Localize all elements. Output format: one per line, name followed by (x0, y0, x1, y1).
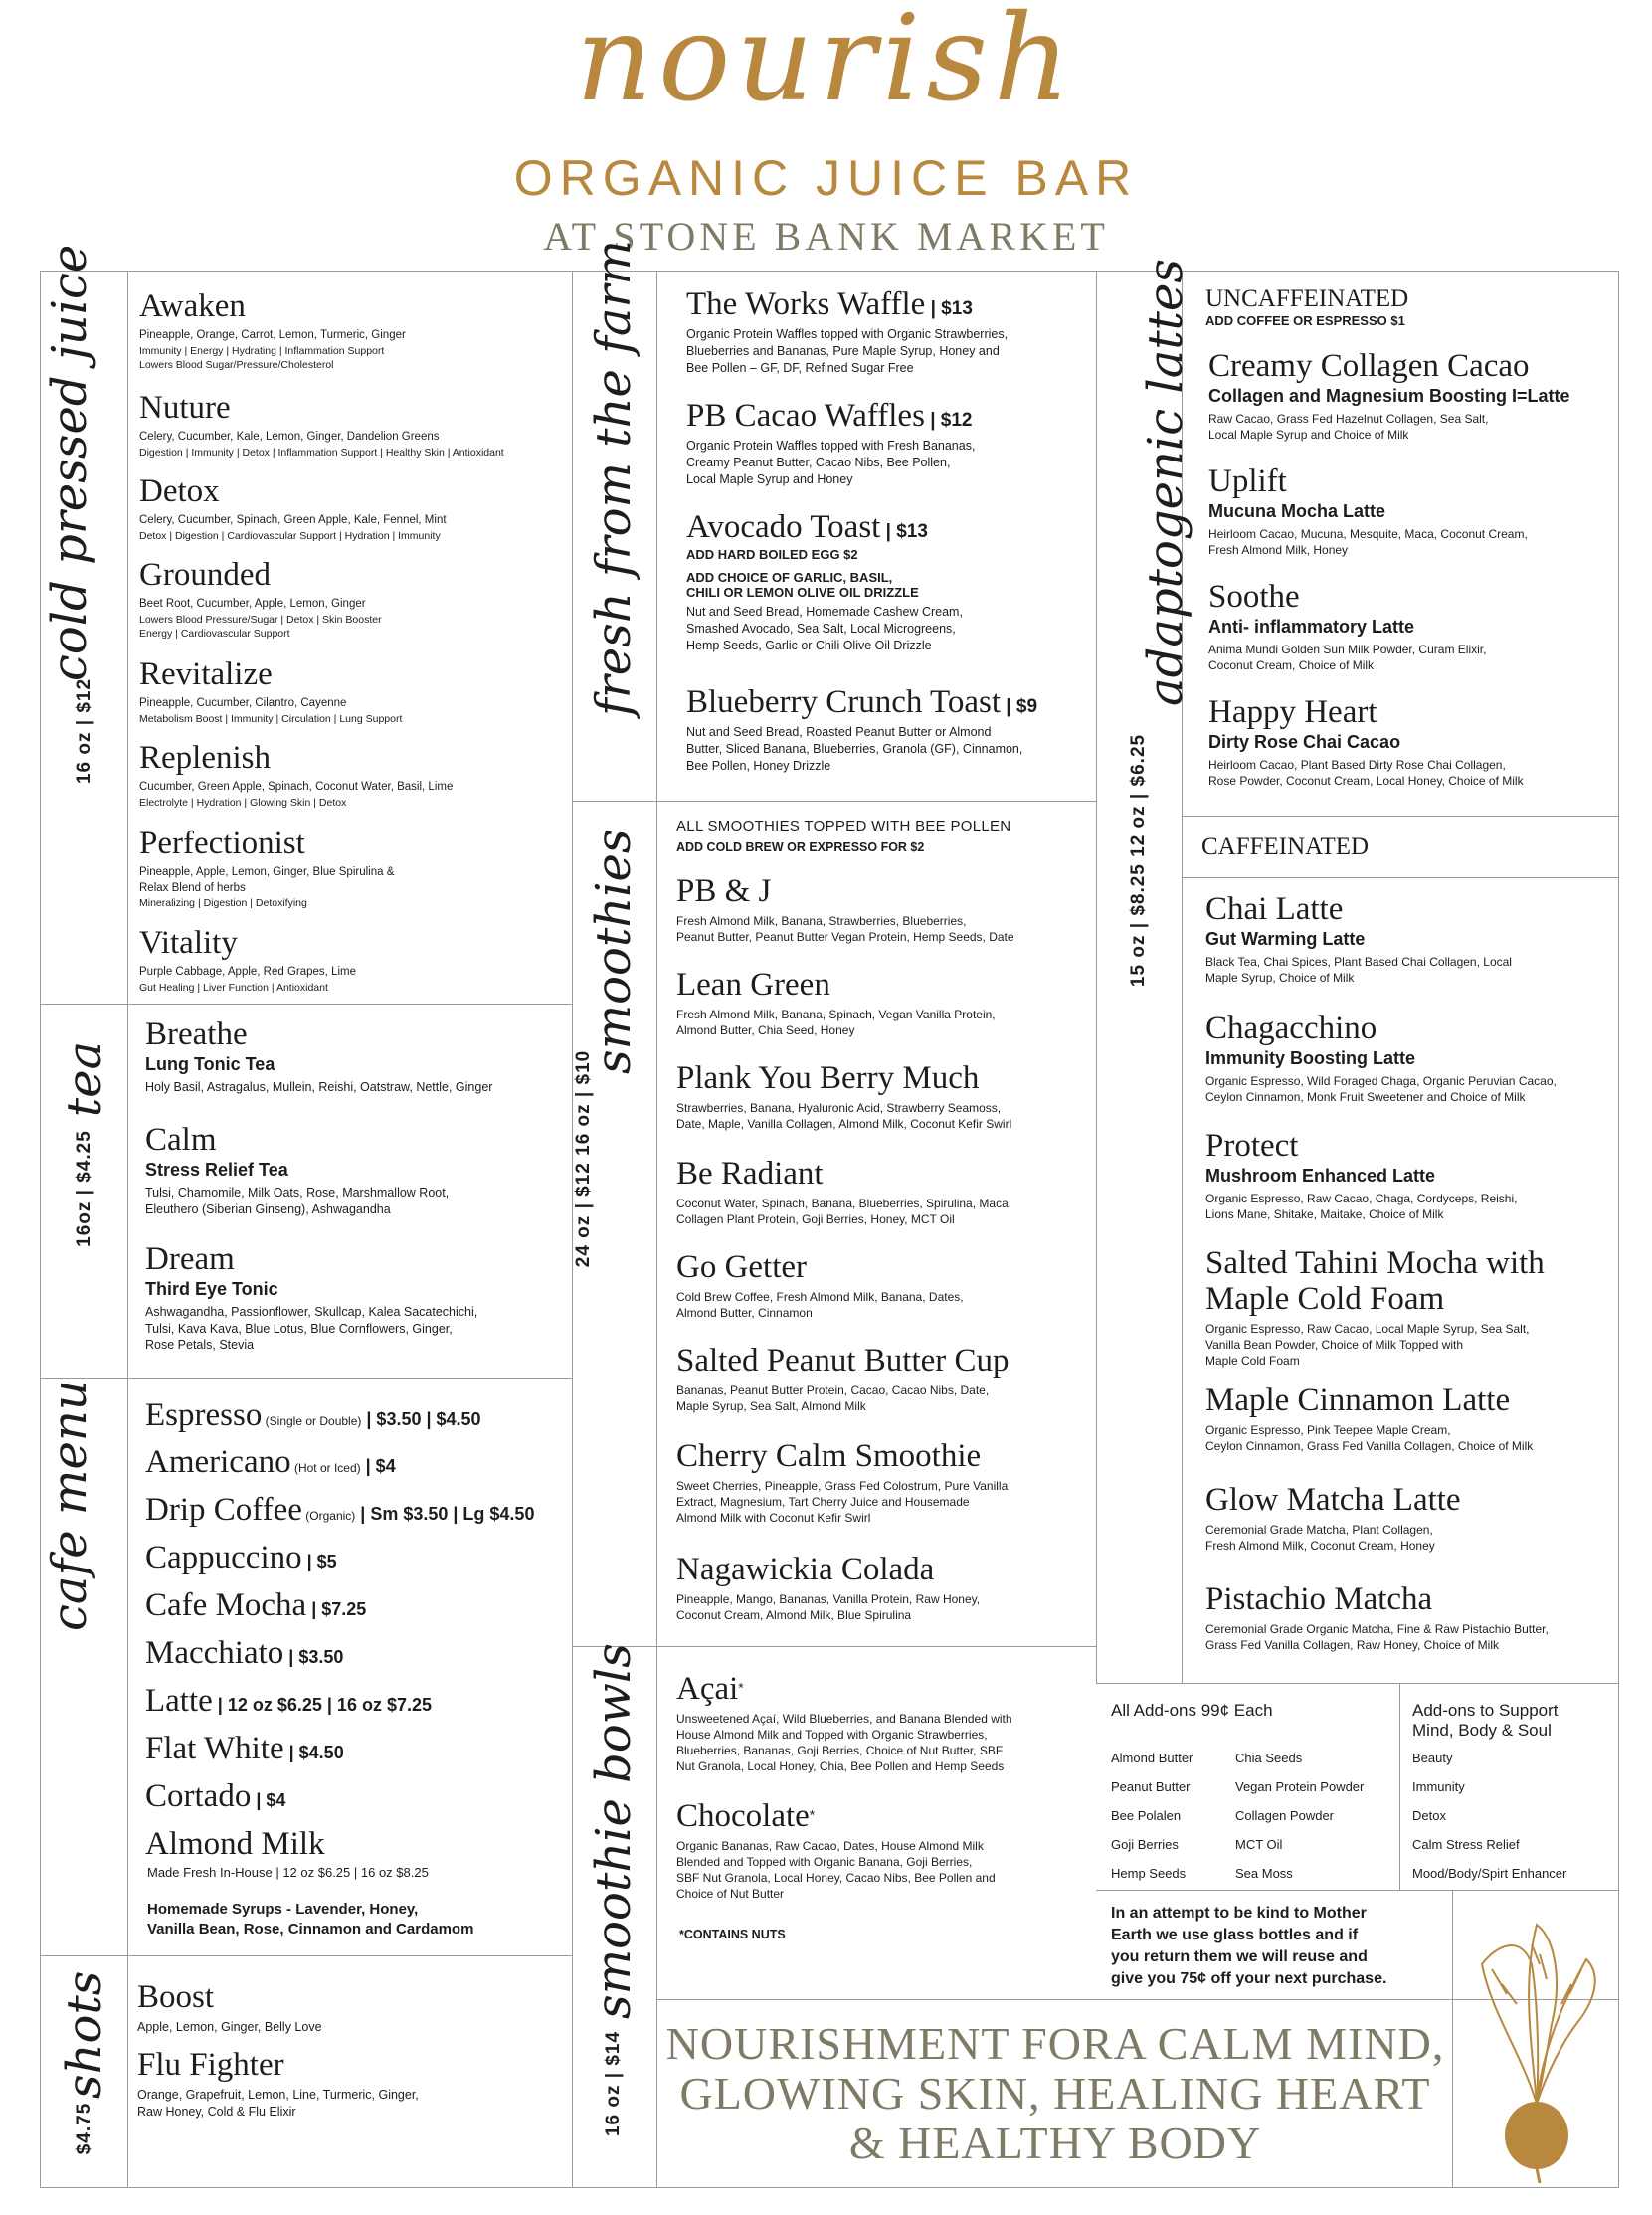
addon-item: Beauty (1412, 1751, 1453, 1765)
menu-item-description: Cucumber, Green Apple, Spinach, Coconut Water, Basil, Lime (139, 781, 454, 793)
smoothies-header (676, 818, 1010, 854)
menu-item-title-row (1205, 891, 1613, 927)
menu-item-name: Be Radiant (676, 1156, 824, 1192)
menu-item (139, 826, 567, 910)
menu-item-title-row (1205, 1482, 1613, 1518)
cafe-item-price: | 12 oz $6.25 | 16 oz $7.25 (212, 1695, 432, 1715)
menu-item-title-row (145, 1122, 563, 1158)
section-label-shots: shots (57, 1970, 112, 2099)
menu-item-description: Heirloom Cacao, Mucuna, Mesquite, Maca, Coconut Cream, Fresh Almond Milk, Honey (1208, 527, 1528, 557)
uncaffeinated-sub: ADD COFFEE OR ESPRESSO $1 (1205, 313, 1405, 328)
menu-item-description: Organic Protein Waffles topped with Organic Strawberries, Blueberries and Bananas, Pure Maple Syrup, Honey and Bee Pollen – GF, DF, Refined Sugar Free (686, 327, 1009, 375)
cafe-item-note: (Single or Double) (262, 1414, 362, 1428)
addon-item: Mood/Body/Spirt Enhancer (1412, 1866, 1567, 1881)
menu-item-description: Ashwagandha, Passionflower, Skullcap, Kalea Sacatechichi, Tulsi, Kava Kava, Blue Lotus, Blue Cornflowers, Ginger, Rose Petals, Stevia (145, 1305, 478, 1352)
menu-item-title-row (137, 2047, 565, 2083)
cafe-item-price: | $4 (251, 1790, 286, 1810)
menu-item (145, 1122, 563, 1217)
divider (1182, 816, 1619, 817)
menu-item-benefits: Gut Healing | Liver Function | Antioxidant (139, 981, 328, 994)
divider (1096, 1683, 1619, 1684)
menu-item-name: Avocado Toast (686, 509, 881, 545)
divider (40, 1955, 572, 1956)
juice-price: 16 oz | $12 (74, 677, 94, 785)
menu-item-title-row (1208, 694, 1616, 730)
menu-item-description: Fresh Almond Milk, Banana, Strawberries, Blueberries, Peanut Butter, Peanut Butter Vegan Protein, Hemp Seeds, Date (676, 914, 1014, 944)
menu-item (139, 740, 567, 810)
cafe-item-name: Americano (145, 1444, 291, 1480)
menu-item-name: Vitality (139, 925, 238, 961)
section-label-bowls: smoothie bowls (586, 1643, 642, 2019)
menu-item-title-row (686, 398, 1094, 434)
cafe-item-name: Almond Milk (145, 1826, 325, 1862)
divider (1182, 877, 1619, 878)
shots-price: $4.75 (74, 2102, 94, 2155)
menu-item-mark: * (738, 1679, 744, 1696)
menu-item-name: Pistachio Matcha (1205, 1581, 1433, 1617)
divider (1096, 271, 1097, 1683)
cafe-item-name: Macchiato (145, 1635, 284, 1671)
menu-item-title-row (1205, 1581, 1613, 1617)
menu-item (1205, 1383, 1613, 1454)
menu-item-title-row (1208, 579, 1616, 615)
menu-item (676, 1671, 1089, 1774)
divider (127, 271, 128, 2188)
menu-item (676, 1060, 1089, 1132)
menu-item (1205, 891, 1613, 986)
menu-item-name: Protect (1205, 1128, 1299, 1164)
menu-item-description: Purple Cabbage, Apple, Red Grapes, Lime (139, 966, 356, 978)
addon-item: Hemp Seeds (1111, 1866, 1187, 1881)
menu-item-description: Apple, Lemon, Ginger, Belly Love (137, 2020, 322, 2034)
section-label-juice: cold pressed juice (42, 244, 97, 681)
menu-item-name: Soothe (1208, 579, 1300, 615)
cafe-item (145, 1731, 344, 1766)
menu-item (137, 1979, 565, 2036)
menu-item-title-row (676, 1060, 1089, 1096)
addon-item: Goji Berries (1111, 1837, 1179, 1852)
menu-item-name: Flu Fighter (137, 2047, 284, 2083)
menu-item-name: Maple Cinnamon Latte (1205, 1383, 1511, 1418)
menu-item-title-row (139, 288, 567, 324)
lattes-price: 15 oz | $8.25 12 oz | $6.25 (1128, 733, 1149, 988)
menu-item-title-row (676, 1249, 1089, 1285)
cafe-item-name: Flat White (145, 1731, 284, 1766)
menu-item-title-row (1205, 1011, 1613, 1046)
menu-item-price: | $12 (924, 410, 973, 431)
menu-item-description: Raw Cacao, Grass Fed Hazelnut Collagen, Sea Salt, Local Maple Syrup and Choice of Milk (1208, 412, 1489, 442)
menu-item-title-row (686, 684, 1094, 720)
cafe-item (145, 1397, 481, 1433)
menu-item-title-row (139, 390, 567, 426)
menu-item (139, 288, 567, 372)
menu-item-title-row (676, 967, 1089, 1003)
menu-item-description: Pineapple, Apple, Lemon, Ginger, Blue Spirulina & Relax Blend of herbs (139, 866, 395, 894)
menu-item-name: Chai Latte (1205, 891, 1344, 927)
menu-item-description: Black Tea, Chai Spices, Plant Based Chai Collagen, Local Maple Syrup, Choice of Milk (1205, 955, 1512, 985)
menu-item-description: Pineapple, Orange, Carrot, Lemon, Turmeric, Ginger (139, 329, 406, 341)
menu-item-name: Cherry Calm Smoothie (676, 1438, 982, 1474)
cafe-item-price: | $4 (360, 1456, 396, 1476)
menu-item-title-row (1205, 1128, 1613, 1164)
cafe-item-name: Latte (145, 1683, 213, 1719)
addon-item: Detox (1412, 1808, 1446, 1823)
almond-milk-note: Made Fresh In-House | 12 oz $6.25 | 16 oz $8.25 (147, 1865, 429, 1880)
menu-item-description: Organic Espresso, Pink Teepee Maple Cream, Ceylon Cinnamon, Grass Fed Vanilla Collagen, Choice of Milk (1205, 1423, 1534, 1453)
addon-item: Almond Butter (1111, 1751, 1193, 1765)
menu-item-price: | $13 (925, 298, 973, 319)
menu-item-description: Nut and Seed Bread, Roasted Peanut Butter or Almond Butter, Sliced Banana, Blueberries, Granola (GF), Cinnamon, Bee Pollen, Honey Drizzle (686, 725, 1023, 773)
cafe-item (145, 1778, 285, 1814)
menu-item-subtitle: Third Eye Tonic (145, 1279, 278, 1299)
addon-item: Peanut Butter (1111, 1779, 1191, 1794)
menu-item-description: Pineapple, Cucumber, Cilantro, Cayenne (139, 697, 347, 709)
menu-item (676, 1156, 1089, 1227)
menu-item-title-row (676, 873, 1089, 909)
menu-item-name: Plank You Berry Much (676, 1060, 980, 1096)
menu-item-description: Sweet Cherries, Pineapple, Grass Fed Colostrum, Pure Vanilla Extract, Magnesium, Tart Cherry Juice and Housemade Almond Milk with Coconut Kefir Swirl (676, 1479, 1009, 1525)
menu-item (139, 473, 567, 543)
menu-item (676, 1552, 1089, 1623)
addon-item: MCT Oil (1235, 1837, 1283, 1852)
addon-item: Collagen Powder (1235, 1808, 1335, 1823)
menu-item (1208, 463, 1616, 558)
menu-item-name: Lean Green (676, 967, 830, 1003)
menu-item-name: The Works Waffle (686, 286, 926, 322)
menu-item (139, 390, 567, 460)
menu-item-title-row (686, 286, 1094, 322)
menu-item-name: PB & J (676, 873, 772, 909)
menu-item-description: Beet Root, Cucumber, Apple, Lemon, Ginger (139, 598, 366, 610)
menu-item-benefits: Mineralizing | Digestion | Detoxifying (139, 897, 307, 909)
cafe-item (145, 1683, 432, 1719)
section-label-tea: tea (57, 1040, 112, 1118)
divider (40, 1004, 572, 1005)
menu-item (686, 286, 1094, 377)
cafe-item-price: | $3.50 | $4.50 (361, 1409, 481, 1429)
beet-illustration (1462, 1905, 1611, 2183)
menu-item-description: Unsweetened Açaí, Wild Blueberries, and Banana Blended with House Almond Milk and Topped with Organic Strawberries, Blueberries, Bananas, Goji Berries, Choice of Nut Butter, SBF Nut Granola, Local Honey, Chia, Bee Pollen and Hemp Seeds (676, 1712, 1012, 1773)
menu-item-title-row (1208, 463, 1616, 499)
divider (572, 1646, 1096, 1647)
menu-item (1205, 1482, 1613, 1554)
section-label-cafe: cafe menu (42, 1380, 97, 1631)
menu-item (145, 1241, 563, 1354)
menu-item (139, 925, 567, 995)
menu-item (676, 967, 1089, 1038)
cafe-item-price: | Sm $3.50 | Lg $4.50 (355, 1504, 535, 1524)
addon-item: Sea Moss (1235, 1866, 1293, 1881)
menu-item-name: Replenish (139, 740, 271, 776)
menu-item (676, 873, 1089, 945)
menu-item-subtitle: Gut Warming Latte (1205, 929, 1366, 949)
section-label-lattes: adaptogenic lattes (1138, 259, 1193, 706)
cafe-item-price: | $7.25 (306, 1599, 367, 1619)
addon-item: Calm Stress Relief (1412, 1837, 1520, 1852)
menu-item-description: Organic Protein Waffles topped with Fresh Bananas, Creamy Peanut Butter, Cacao Nibs, Bee Pollen, Local Maple Syrup and Honey (686, 439, 976, 486)
addon-item: Bee Polalen (1111, 1808, 1182, 1823)
menu-item-description: Holy Basil, Astragalus, Mullein, Reishi, Oatstraw, Nettle, Ginger (145, 1080, 493, 1094)
divider (1452, 1890, 1453, 2188)
menu-item-title-row (145, 1016, 563, 1052)
menu-item-title-row (676, 1438, 1089, 1474)
menu-item-subtitle: Anti- inflammatory Latte (1208, 617, 1415, 637)
cafe-item-price: | $5 (301, 1552, 337, 1571)
menu-item-name: Chagacchino (1205, 1011, 1377, 1046)
menu-item (676, 1438, 1089, 1526)
menu-item-name: Breathe (145, 1016, 248, 1052)
menu-item-description: Orange, Grapefruit, Lemon, Line, Turmeric, Ginger, Raw Honey, Cold & Flu Elixir (137, 2088, 419, 2119)
menu-item-title-row (145, 1241, 563, 1277)
cafe-item-name: Cortado (145, 1778, 252, 1814)
divider (1096, 1890, 1619, 1891)
menu-item (1205, 1011, 1613, 1105)
menu-item-name: Dream (145, 1241, 235, 1277)
menu-item-title-row (139, 557, 567, 593)
addons-header: All Add-ons 99¢ Each (1111, 1701, 1273, 1720)
menu-item-title-row (139, 826, 567, 861)
menu-item-price: | $9 (1001, 696, 1038, 717)
cafe-item-name: Cafe Mocha (145, 1587, 307, 1623)
cafe-item (145, 1826, 325, 1862)
menu-item-subtitle: Collagen and Magnesium Boosting I=Latte (1208, 386, 1570, 406)
cafe-item (145, 1635, 343, 1671)
smoothies-header-line2: ADD COLD BREW OR EXPRESSO FOR $2 (676, 840, 925, 854)
menu-item-name: Perfectionist (139, 826, 305, 861)
menu-item-benefits: Detox | Digestion | Cardiovascular Support | Hydration | Immunity (139, 529, 441, 542)
addons-column-1 (1111, 1744, 1193, 1888)
menu-item-subtitle: Lung Tonic Tea (145, 1054, 275, 1074)
menu-item-description: Pineapple, Mango, Bananas, Vanilla Protein, Raw Honey, Coconut Cream, Almond Milk, Blue Spirulina (676, 1592, 981, 1622)
logo-wordmark: nourish (575, 0, 1077, 128)
support-header: Add-ons to Support Mind, Body & Soul (1412, 1701, 1559, 1740)
menu-item (1208, 579, 1616, 673)
menu-item (1205, 1245, 1613, 1369)
menu-item-name: Salted Tahini Mocha with Maple Cold Foam (1205, 1245, 1545, 1317)
menu-item (1205, 1128, 1613, 1222)
menu-item-benefits: Immunity | Energy | Hydrating | Inflammation Support Lowers Blood Sugar/Pressure/Cholesterol (139, 344, 385, 371)
menu-item-name: Glow Matcha Latte (1205, 1482, 1461, 1518)
menu-item-description: Organic Espresso, Raw Cacao, Local Maple Syrup, Sea Salt, Vanilla Bean Powder, Choice of Milk Topped with Maple Cold Foam (1205, 1322, 1530, 1368)
menu-item-name: Nagawickia Colada (676, 1552, 935, 1587)
menu-item-description: Tulsi, Chamomile, Milk Oats, Rose, Marshmallow Root, Eleuthero (Siberian Ginseng), Ashwagandha (145, 1186, 450, 1216)
menu-item (686, 509, 1094, 654)
menu-item-description: Ceremonial Grade Matcha, Plant Collagen, Fresh Almond Milk, Coconut Cream, Honey (1205, 1523, 1435, 1553)
menu-item-title-row (676, 1671, 1089, 1707)
menu-item-name: PB Cacao Waffles (686, 398, 925, 434)
smoothies-price: 24 oz | $12 16 oz | $10 (573, 1049, 594, 1268)
menu-item (139, 557, 567, 641)
menu-item (139, 656, 567, 726)
menu-item-description: Strawberries, Banana, Hyaluronic Acid, Strawberry Seamoss, Date, Maple, Vanilla Collagen, Almond Milk, Coconut Kefir Swirl (676, 1101, 1012, 1131)
logo-subtitle: ORGANIC JUICE BAR (513, 150, 1139, 206)
tagline: NOURISHMENT FORA CALM MIND, GLOWING SKIN, HEALING HEART & HEALTHY BODY (665, 2018, 1445, 2168)
menu-item-title-row (676, 1798, 1089, 1834)
menu-item-subtitle: Stress Relief Tea (145, 1160, 288, 1180)
menu-item-description: Cold Brew Coffee, Fresh Almond Milk, Banana, Dates, Almond Butter, Cinnamon (676, 1290, 964, 1320)
menu-item (686, 684, 1094, 775)
menu-item-name: Boost (137, 1979, 215, 2015)
menu-item-name: Go Getter (676, 1249, 808, 1285)
menu-item-subtitle: Mushroom Enhanced Latte (1205, 1166, 1436, 1186)
menu-item-subtitle: Mucuna Mocha Latte (1208, 501, 1386, 521)
divider (1399, 1683, 1400, 1890)
menu-item-price: | $13 (880, 521, 928, 542)
menu-item-name: Awaken (139, 288, 246, 324)
menu-item-description: Celery, Cucumber, Kale, Lemon, Ginger, Dandelion Greens (139, 431, 440, 443)
menu-item-description: Organic Bananas, Raw Cacao, Dates, House Almond Milk Blended and Topped with Organic Banana, Goji Berries, SBF Nut Granola, Local Honey, Cacao Nibs, Bee Pollen and Choice of Nut Butter (676, 1839, 996, 1901)
menu-item-benefits: Digestion | Immunity | Detox | Inflammation Support | Healthy Skin | Antioxidant (139, 446, 504, 459)
cafe-item (145, 1492, 534, 1528)
caffeinated-header: CAFFEINATED (1201, 833, 1370, 860)
cafe-item-note: (Hot or Iced) (290, 1461, 361, 1475)
menu-item-name: Uplift (1208, 463, 1287, 499)
addon-item: Vegan Protein Powder (1235, 1779, 1365, 1794)
cafe-item-price: | $4.50 (283, 1743, 344, 1762)
menu-item-name: Blueberry Crunch Toast (686, 684, 1002, 720)
menu-item-benefits: Metabolism Boost | Immunity | Circulation | Lung Support (139, 712, 403, 725)
menu-item (1208, 694, 1616, 789)
menu-item-title-row (676, 1552, 1089, 1587)
uncaffeinated-header (1205, 285, 1408, 328)
section-label-farm: fresh from the farm (586, 239, 642, 716)
menu-item-description: Coconut Water, Spinach, Banana, Blueberries, Spirulina, Maca, Collagen Plant Protein, Goji Berries, Honey, MCT Oil (676, 1197, 1012, 1226)
menu-item-title-row (1205, 1245, 1613, 1317)
menu-item-description: Fresh Almond Milk, Banana, Spinach, Vegan Vanilla Protein, Almond Butter, Chia Seed, Honey (676, 1008, 996, 1037)
menu-item-name: Creamy Collagen Cacao (1208, 348, 1530, 384)
section-label-smoothies: smoothies (586, 829, 642, 1074)
menu-item-description: Bananas, Peanut Butter Protein, Cacao, Cacao Nibs, Date, Maple Syrup, Sea Salt, Almond Milk (676, 1384, 990, 1413)
addon-item: Chia Seeds (1235, 1751, 1303, 1765)
addons-column-3 (1412, 1744, 1566, 1888)
menu-item-name: Calm (145, 1122, 217, 1158)
menu-item-name: Detox (139, 473, 220, 509)
menu-item-description: Ceremonial Grade Organic Matcha, Fine & Raw Pistachio Butter, Grass Fed Vanilla Collagen, Raw Honey, Choice of Milk (1205, 1622, 1549, 1652)
cafe-item-price: | $3.50 (283, 1647, 344, 1667)
menu-item-addon: ADD HARD BOILED EGG $2 (686, 547, 858, 562)
addons-column-2 (1235, 1744, 1364, 1888)
menu-item (1208, 348, 1616, 443)
contains-nuts-note: *CONTAINS NUTS (679, 1928, 786, 1941)
menu-item-title-row (1208, 348, 1616, 384)
bottles-note: In an attempt to be kind to Mother Earth we use glass bottles and if you return them we will reuse and give you 75¢ off your next purchase. (1111, 1905, 1387, 1987)
bowls-price: 16 oz | $14 (603, 2030, 624, 2137)
menu-item-name: Nuture (139, 390, 231, 426)
smoothies-header-line1: ALL SMOOTHIES TOPPED WITH BEE POLLEN (676, 818, 1011, 834)
syrups-note: Homemade Syrups - Lavender, Honey, Vanilla Bean, Rose, Cinnamon and Cardamom (147, 1901, 474, 1938)
menu-item (1205, 1581, 1613, 1653)
menu-item-addon: ADD CHOICE OF GARLIC, BASIL, CHILI OR LEMON OLIVE OIL DRIZZLE (686, 570, 919, 600)
menu-item-description: Anima Mundi Golden Sun Milk Powder, Curam Elixir, Coconut Cream, Choice of Milk (1208, 643, 1487, 672)
menu-item-mark: * (809, 1806, 816, 1823)
cafe-item-name: Drip Coffee (145, 1492, 302, 1528)
menu-item-title-row (139, 656, 567, 692)
menu-item-description: Organic Espresso, Raw Cacao, Chaga, Cordyceps, Reishi, Lions Mane, Shitake, Maitake, Choice of Milk (1205, 1192, 1518, 1221)
menu-item-name: Happy Heart (1208, 694, 1377, 730)
menu-item-title-row (686, 509, 1094, 545)
menu-item-name: Chocolate (676, 1798, 810, 1834)
menu-item (676, 1249, 1089, 1321)
uncaffeinated-title: UNCAFFEINATED (1205, 285, 1409, 312)
beet-icon (1462, 1905, 1611, 2183)
menu-item-name: Açai (676, 1671, 739, 1707)
menu-item-description: Organic Espresso, Wild Foraged Chaga, Organic Peruvian Cacao, Ceylon Cinnamon, Monk Fruit Sweetener and Choice of Milk (1205, 1074, 1557, 1104)
menu-item-title-row (1205, 1383, 1613, 1418)
menu-item-description: Heirloom Cacao, Plant Based Dirty Rose Chai Collagen, Rose Powder, Coconut Cream, Local Honey, Choice of Milk (1208, 758, 1524, 788)
divider (572, 801, 1096, 802)
menu-item-subtitle: Immunity Boosting Latte (1205, 1048, 1415, 1068)
menu-item-title-row (137, 1979, 565, 2015)
menu-item-benefits: Electrolyte | Hydration | Glowing Skin | Detox (139, 796, 347, 809)
menu-item-name: Grounded (139, 557, 271, 593)
divider (656, 271, 657, 2188)
logo-location: AT STONE BANK MARKET (543, 214, 1109, 259)
cafe-item-name: Espresso (145, 1397, 263, 1433)
menu-item-benefits: Lowers Blood Pressure/Sugar | Detox | Skin Booster Energy | Cardiovascular Support (139, 613, 382, 640)
menu-item (676, 1343, 1089, 1414)
menu-item (145, 1016, 563, 1096)
cafe-item-name: Cappuccino (145, 1540, 302, 1575)
menu-item-name: Salted Peanut Butter Cup (676, 1343, 1010, 1379)
cafe-item (145, 1444, 396, 1480)
tea-price: 16oz | $4.25 (74, 1130, 94, 1247)
menu-item (676, 1798, 1089, 1902)
menu-item-description: Nut and Seed Bread, Homemade Cashew Cream, Smashed Avocado, Sea Salt, Local Microgreens, Hemp Seeds, Garlic or Chili Olive Oil Drizzle (686, 605, 963, 652)
cafe-item (145, 1587, 366, 1623)
addon-item: Immunity (1412, 1779, 1465, 1794)
menu-item-title-row (676, 1343, 1089, 1379)
menu-item (686, 398, 1094, 488)
menu-item-name: Revitalize (139, 656, 273, 692)
cafe-item (145, 1540, 337, 1575)
menu-item-title-row (676, 1156, 1089, 1192)
menu-item-title-row (139, 925, 567, 961)
cafe-item-note: (Organic) (301, 1509, 356, 1523)
divider (40, 1378, 572, 1379)
menu-item-description: Celery, Cucumber, Spinach, Green Apple, Kale, Fennel, Mint (139, 514, 447, 526)
menu-item (137, 2047, 565, 2120)
menu-item-title-row (139, 473, 567, 509)
menu-item-title-row (139, 740, 567, 776)
menu-item-subtitle: Dirty Rose Chai Cacao (1208, 732, 1401, 752)
